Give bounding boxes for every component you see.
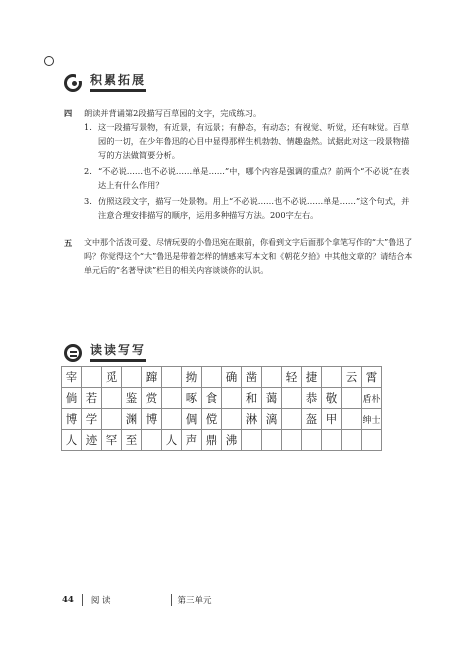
grid-cell: 博: [62, 409, 82, 430]
sub-item: [84, 164, 414, 192]
grid-cell: [222, 409, 242, 430]
grid-cell: [162, 367, 182, 388]
grid-cell: 渊: [122, 409, 142, 430]
question-4: [64, 106, 414, 224]
grid-cell: [242, 430, 262, 451]
grid-cell: 盔: [302, 409, 322, 430]
grid-cell: 觅: [102, 367, 122, 388]
section-header-read-write: [64, 343, 146, 362]
grid-cell: [122, 367, 142, 388]
question-number: 五: [64, 238, 73, 248]
sub-item: [84, 194, 414, 222]
grid-cell: [202, 367, 222, 388]
grid-cell: 学: [82, 409, 102, 430]
grid-cell: [342, 388, 362, 409]
grid-cell: [342, 409, 362, 430]
grid-cell: [362, 430, 382, 451]
grid-cell: [262, 430, 282, 451]
grid-cell: 敬: [322, 388, 342, 409]
grid-cell: [162, 388, 182, 409]
footer-section: 阅 读: [90, 596, 111, 606]
grid-cell: 至: [122, 430, 142, 451]
section-title: 积累拓展: [90, 73, 146, 92]
question-text: 文中那个活泼可爱、尽情玩耍的小鲁迅宛在眼前，你看到文字后面那个拿笔写作的“大”鲁迅了吗？你觉得这个“大”鲁迅是带着怎样的情感来写本文和《朝花夕拾》中其他文章的？请结合本单元后的“名著导读”栏目的相关内容谈谈你的认识。: [84, 238, 413, 275]
sub-item-text: 这一段描写景物，有近景，有远景；有静态，有动态；有视觉、听觉，还有味觉。百草园的一切，在少年鲁迅的心目中显得那样生机勃勃、情趣盎然。试据此对这一段景物描写的方法做简要分析。: [98, 122, 410, 160]
grid-cell: 罕: [102, 430, 122, 451]
section-header-accumulate: [64, 73, 146, 92]
sub-item: [84, 120, 414, 162]
grid-cell: 和: [242, 388, 262, 409]
grid-cell: 蹿: [142, 367, 162, 388]
grid-cell: [302, 430, 322, 451]
accumulate-icon: [64, 74, 82, 92]
grid-cell: 绅士: [362, 409, 382, 430]
grid-cell: 云: [342, 367, 362, 388]
read-write-icon: [64, 344, 82, 362]
grid-cell: 若: [82, 388, 102, 409]
grid-cell: 确: [222, 367, 242, 388]
grid-cell: 拗: [182, 367, 202, 388]
sub-item-number: 3.: [84, 196, 92, 206]
question-prompt: 朗读并背诵第2段描写百草园的文字，完成练习。: [84, 108, 262, 118]
corner-circle-icon: [44, 56, 54, 66]
grid-cell: 淋: [242, 409, 262, 430]
grid-cell: 倜: [182, 409, 202, 430]
writing-grid: [61, 366, 382, 451]
grid-cell: 甲: [322, 409, 342, 430]
grid-cell: 傥: [202, 409, 222, 430]
footer-divider: [171, 594, 172, 606]
grid-cell: 博: [142, 409, 162, 430]
grid-cell: 宰: [62, 367, 82, 388]
footer-divider: [82, 594, 83, 606]
grid-cell: 倘: [62, 388, 82, 409]
sub-item-number: 1.: [84, 122, 92, 132]
grid-cell: 霄: [362, 367, 382, 388]
grid-cell: [142, 430, 162, 451]
grid-cell: [82, 367, 102, 388]
grid-cell: [262, 367, 282, 388]
grid-cell: 沸: [222, 430, 242, 451]
grid-cell: 蔼: [262, 388, 282, 409]
grid-cell: [282, 430, 302, 451]
grid-cell: [102, 409, 122, 430]
sub-item-text: 仿照这段文字，描写一处景物。用上“不必说……也不必说……单是……”这个句式，并注意合理安排描写的顺序，运用多种描写方法。200字左右。: [98, 196, 410, 220]
grid-cell: [282, 409, 302, 430]
sub-item-number: 2.: [84, 166, 92, 176]
page-number: 44: [62, 595, 74, 605]
section-title: 读读写写: [90, 343, 146, 362]
grid-cell: 啄: [182, 388, 202, 409]
grid-cell: [322, 430, 342, 451]
grid-cell: [322, 367, 342, 388]
grid-cell: 恭: [302, 388, 322, 409]
grid-cell: 鉴: [122, 388, 142, 409]
grid-cell: 轻: [282, 367, 302, 388]
sub-item-text: “不必说……也不必说……单是……”中，哪个内容是强调的重点？前两个“不必说”在表达上有什么作用？: [98, 166, 410, 190]
grid-cell: [222, 388, 242, 409]
grid-cell: 漓: [262, 409, 282, 430]
grid-cell: 盾朴: [362, 388, 382, 409]
grid-cell: [162, 409, 182, 430]
grid-cell: 声: [182, 430, 202, 451]
grid-cell: [102, 388, 122, 409]
grid-cell: 人: [162, 430, 182, 451]
grid-cell: 赏: [142, 388, 162, 409]
footer-unit: 第三单元: [177, 596, 212, 606]
grid-cell: [342, 430, 362, 451]
grid-cell: [282, 388, 302, 409]
grid-cell: 鼎: [202, 430, 222, 451]
grid-cell: 捷: [302, 367, 322, 388]
question-number: 四: [64, 108, 73, 118]
question-5: [64, 236, 414, 278]
page-footer: [62, 594, 212, 606]
grid-cell: 人: [62, 430, 82, 451]
grid-cell: 迹: [82, 430, 102, 451]
grid-cell: 食: [202, 388, 222, 409]
grid-cell: 凿: [242, 367, 262, 388]
